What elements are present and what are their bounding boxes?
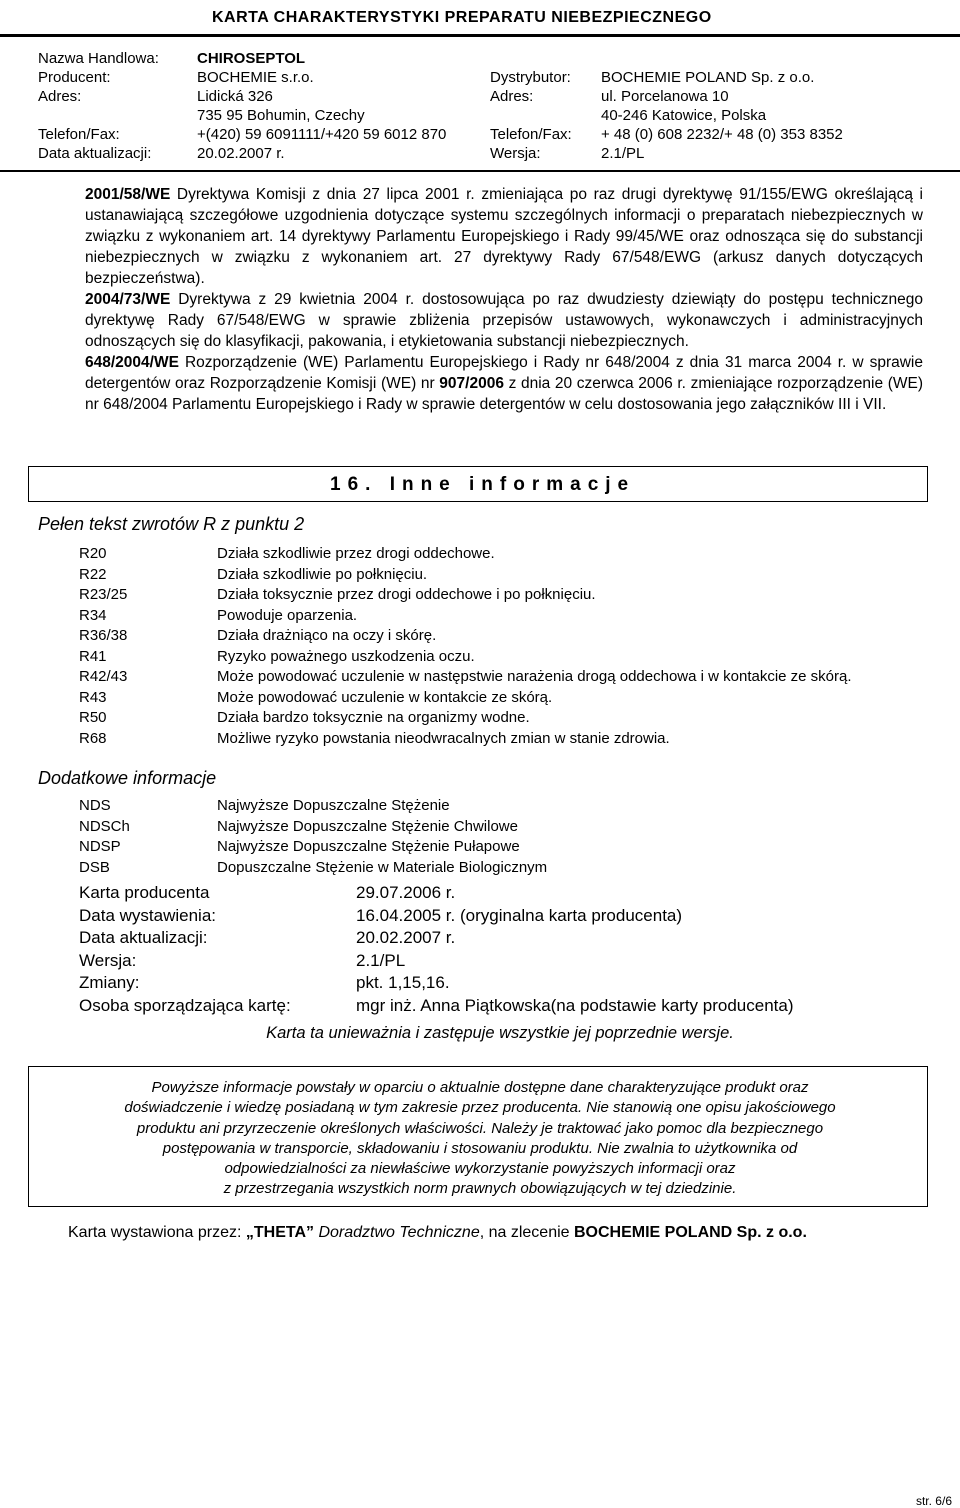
update-label: Data aktualizacji: (38, 145, 152, 162)
r-phrase-text: Ryzyko poważnego uszkodzenia oczu. (217, 647, 475, 665)
r-phrase-text: Powoduje oparzenia. (217, 606, 358, 624)
legal-ref: 2001/58/WE (85, 186, 171, 203)
update-date: 20.02.2007 r. (197, 145, 285, 162)
r-phrase-code: R50 (79, 709, 107, 726)
r-phrase-code: R22 (79, 565, 107, 583)
meta-label: Karta producenta (79, 883, 210, 902)
meta-label: Zmiany: (79, 973, 140, 992)
revocation-note: Karta ta unieważnia i zastępuje wszystkie jej poprzednie wersje. (266, 1024, 734, 1042)
r-phrase-code: R42/43 (79, 668, 128, 685)
meta-row (79, 950, 929, 973)
abbreviations-list (79, 796, 929, 878)
abbreviation-text: Najwyższe Dopuszczalne Stężenie Pułapowe (217, 838, 520, 855)
meta-row (79, 882, 929, 905)
meta-value: pkt. 1,15,16. (356, 973, 450, 992)
trade-name: CHIROSEPTOL (197, 50, 306, 67)
legal-paragraph (85, 352, 923, 415)
disclaimer-line: produktu ani przyrzeczenie określonych właściwości. Należy je traktować jako pomoc dla bezpiecznego (136, 1119, 824, 1137)
producer-label: Producent: (38, 69, 111, 86)
legal-text: Dyrektywa z 29 kwietnia 2004 r. dostosowująca po raz dwudziesty dziewiąty do postępu technicznego dyrektywę Rady 67/548/EWG w sprawie zbliżenia przepisów ustawowych, wykonawczych i administracyjnych odnoszących się do klasyfikacji, pakowania, i etykietowania substancji niebezpiecznych. (85, 291, 923, 350)
meta-value: 20.02.2007 r. (356, 928, 456, 947)
r-phrase-code: R68 (79, 729, 107, 747)
distributor-phone-label: Telefon/Fax: (490, 126, 572, 143)
document-meta (79, 882, 929, 1017)
header-block (38, 49, 938, 163)
version-label: Wersja: (490, 145, 541, 162)
abbreviation-row (79, 817, 929, 838)
r-phrases-heading: Pełen tekst zwrotów R z punktu 2 (38, 514, 305, 534)
legal-references (85, 184, 923, 415)
r-phrase-text: Może powodować uczulenie w następstwie narażenia drogą oddechowa i w kontakcie ze skórą. (217, 668, 852, 685)
version: 2.1/PL (601, 145, 645, 162)
footer-brand-desc: Doradztwo Techniczne (314, 1224, 480, 1241)
distributor-address-2: 40-246 Katowice, Polska (601, 107, 767, 124)
producer-address-2: 735 95 Bohumin, Czechy (197, 107, 365, 124)
disclaimer-line: postępowania w transporcie, składowaniu i stosowaniu produktu. Nie zwalnia to użytkownika od (162, 1139, 798, 1157)
r-phrase-row (79, 544, 929, 565)
meta-label: Data wystawienia: (79, 905, 217, 925)
abbreviation-text: Dopuszczalne Stężenie w Materiale Biologicznym (217, 858, 548, 876)
r-phrase-text: Działa szkodliwie po połknięciu. (217, 565, 428, 583)
r-phrase-code: R20 (79, 545, 107, 562)
additional-info-heading: Dodatkowe informacje (38, 768, 217, 788)
r-phrase-code: R43 (79, 688, 107, 706)
section-title: 16. Inne informacje (330, 474, 636, 495)
legal-paragraph (85, 184, 923, 289)
legal-ref: 2004/73/WE (85, 291, 171, 308)
document-title: KARTA CHARAKTERYSTYKI PREPARATU NIEBEZPIECZNEGO (212, 9, 712, 26)
legal-text: Dyrektywa Komisji z dnia 27 lipca 2001 r. zmieniająca po raz drugi dyrektywę 91/155/EWG określającą i ustanawiającą szczegółowe uzgodnienia dotyczące systemu szczególnych informacji o preparatach niebezpiecznych w związku z wykonaniem art. 14 dyrektywy Parlamentu Europejskiego i Rady 99/45/WE oraz odnosząca się do substancji niebezpiecznych w związku z wykonaniem art. 27 dyrektywy Rady 67/548/EWG (arkusz danych dotyczących bezpieczeństwa). (85, 186, 923, 287)
producer: BOCHEMIE s.r.o. (197, 69, 314, 86)
abbreviation-code: NDSP (79, 838, 121, 855)
producer-address-1: Lidická 326 (197, 88, 273, 105)
r-phrase-row (79, 647, 929, 668)
legal-ref-2: 907/2006 (439, 375, 504, 392)
footer-company: BOCHEMIE POLAND Sp. z o.o. (574, 1224, 807, 1241)
r-phrase-code: R36/38 (79, 627, 128, 644)
meta-row (79, 972, 929, 995)
r-phrase-text: Możliwe ryzyko powstania nieodwracalnych zmian w stanie zdrowia. (217, 729, 670, 747)
distributor-address-1: ul. Porcelanowa 10 (601, 88, 729, 105)
footer-middle: , na zlecenie (479, 1224, 574, 1241)
r-phrase-row (79, 585, 929, 606)
r-phrase-text: Działa toksycznie przez drogi oddechowe i po połknięciu. (217, 586, 596, 603)
r-phrase-text: Działa szkodliwie przez drogi oddechowe. (217, 545, 495, 562)
footer (68, 1224, 807, 1242)
abbreviation-code: NDSCh (79, 817, 130, 835)
footer-prefix: Karta wystawiona przez: (68, 1224, 246, 1241)
meta-row (79, 905, 929, 928)
meta-label: Data aktualizacji: (79, 928, 208, 947)
meta-row (79, 927, 929, 950)
disclaimer-line: Powyższe informacje powstały w oparciu o aktualnie dostępne dane charakteryzujące produkt oraz (151, 1079, 809, 1096)
distributor-address-label: Adres: (490, 88, 534, 105)
r-phrase-row (79, 688, 929, 709)
r-phrase-text: Może powodować uczulenie w kontakcie ze skórą. (217, 688, 553, 706)
phone-label: Telefon/Fax: (38, 126, 120, 143)
meta-value: mgr inż. Anna Piątkowska(na podstawie karty producenta) (356, 995, 794, 1015)
legal-text: Rozporządzenie (WE) Parlamentu Europejskiego i Rady nr 648/2004 z dnia 31 marca 2004 r. w sprawie detergentów oraz Rozporządzenie Komisji (WE) nr (85, 354, 923, 392)
r-phrase-row (79, 708, 929, 729)
abbreviation-row (79, 858, 929, 879)
r-phrase-text: Działa bardzo toksycznie na organizmy wodne. (217, 709, 530, 726)
r-phrase-text: Działa drażniąco na oczy i skórę. (217, 627, 437, 644)
abbreviation-row (79, 837, 929, 858)
disclaimer-line: odpowiedzialności za niewłaściwe wykorzystanie powyższych informacji oraz (224, 1160, 736, 1178)
r-phrase-code: R23/25 (79, 586, 128, 603)
meta-label: Wersja: (79, 950, 137, 970)
meta-value: 2.1/PL (356, 950, 406, 970)
legal-text-2: z dnia 20 czerwca 2006 r. zmieniające rozporządzenie (WE) nr 648/2004 Parlamentu Europejskiego i Rady w sprawie detergentów w celu dostosowania jego załączników III i VII. (85, 375, 923, 413)
r-phrase-row (79, 729, 929, 750)
abbreviation-row (79, 796, 929, 817)
meta-row (79, 995, 929, 1018)
footer-brand: „THETA” (245, 1224, 314, 1241)
r-phrase-row (79, 626, 929, 647)
abbreviation-code: NDS (79, 797, 111, 814)
r-phrase-row (79, 606, 929, 627)
abbreviation-text: Najwyższe Dopuszczalne Stężenie Chwilowe (217, 817, 518, 835)
distributor: BOCHEMIE POLAND Sp. z o.o. (601, 69, 815, 86)
distributor-label: Dystrybutor: (490, 69, 571, 86)
title-divider (0, 34, 960, 37)
r-phrase-row (79, 667, 929, 688)
meta-value: 16.04.2005 r. (oryginalna karta producenta) (356, 905, 683, 925)
distributor-phone: + 48 (0) 608 2232/+ 48 (0) 353 8352 (601, 126, 843, 143)
trade-name-label: Nazwa Handlowa: (38, 50, 159, 67)
r-phrase-code: R34 (79, 606, 107, 624)
abbreviation-code: DSB (79, 858, 110, 876)
meta-value: 29.07.2006 r. (356, 883, 456, 902)
r-phrase-code: R41 (79, 647, 107, 665)
legal-paragraph (85, 289, 923, 352)
page-number: str. 6/6 (915, 1494, 952, 1508)
disclaimer-line: doświadczenie i wiedzę posiadaną w tym zakresie przez producenta. Nie stanowią one opisu jakościowego (124, 1099, 836, 1117)
abbreviation-text: Najwyższe Dopuszczalne Stężenie (217, 797, 450, 814)
r-phrases-list (79, 544, 929, 749)
producer-phone: +(420) 59 6091111/+420 59 6012 870 (197, 126, 447, 143)
disclaimer (40, 1078, 920, 1200)
address-label: Adres: (38, 88, 82, 105)
r-phrase-row (79, 565, 929, 586)
header-divider (0, 170, 960, 172)
meta-label: Osoba sporządzająca kartę: (79, 995, 291, 1015)
legal-ref: 648/2004/WE (85, 354, 179, 371)
disclaimer-line: z przestrzegania wszystkich norm prawnych obowiązujących w tej dziedzinie. (223, 1180, 737, 1198)
